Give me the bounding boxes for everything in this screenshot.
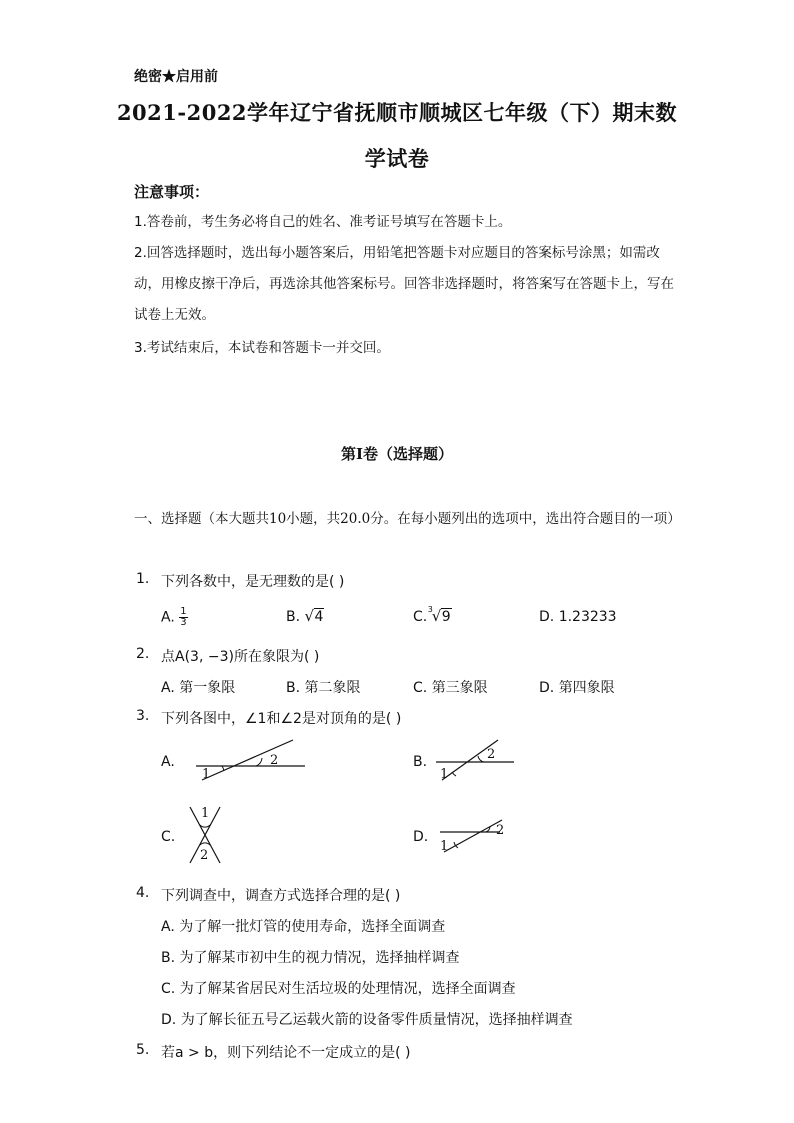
exam-title-line-2: 学试卷 [364, 146, 430, 171]
figure-c-angles [184, 803, 226, 865]
option-label: D. [161, 1012, 177, 1028]
exam-title-line-1: 2021-2022学年辽宁省抚顺市顺城区七年级（下）期末数 [116, 100, 678, 125]
figure-d-label: D. [413, 829, 429, 845]
question-1-option-b [286, 609, 324, 625]
option-text: 第二象限 [304, 680, 361, 696]
root-index: 3 [427, 605, 433, 614]
notice-item-3: 3.考试结束后，本试卷和答题卡一并交回。 [134, 340, 390, 356]
figure-b-angles [432, 736, 522, 782]
question-1-number: 1. [136, 571, 150, 587]
option-label: C. [413, 609, 428, 625]
option-label: B. [161, 950, 176, 966]
option-label: A. [161, 919, 175, 935]
radicand: 9 [441, 609, 451, 625]
question-2-option-c [413, 677, 488, 697]
question-1-option-d [539, 609, 617, 625]
angle-2-label: 2 [200, 848, 209, 863]
option-label: D. [539, 680, 555, 696]
question-2-text: 点A(3, −3)所在象限为( ) [161, 649, 320, 665]
angle-1-label: 1 [201, 806, 210, 821]
question-3-number: 3. [136, 708, 150, 724]
question-1-option-a [161, 607, 188, 628]
angle-1-label: 1 [440, 767, 449, 782]
question-2-option-b [286, 677, 361, 697]
figure-a-angles [180, 736, 310, 782]
option-label: C. [413, 680, 428, 696]
cube-root [427, 605, 452, 625]
notice-item-1: 1.答卷前，考生务必将自己的姓名、准考证号填写在答题卡上。 [134, 214, 512, 230]
question-4-option-a [161, 916, 445, 936]
figure-b-label: B. [413, 754, 428, 770]
question-2-number: 2. [136, 646, 150, 662]
section-title: 第I卷（选择题） [340, 445, 454, 463]
option-label: A. [161, 609, 175, 626]
angle-2-label: 2 [270, 753, 279, 768]
question-2-option-a [161, 677, 235, 697]
notice-heading: 注意事项： [134, 183, 210, 201]
radicand: 4 [314, 609, 324, 625]
option-text: 第三象限 [431, 680, 488, 696]
angle-1-label: 1 [440, 839, 449, 854]
question-1-text: 下列各数中，是无理数的是( ) [161, 574, 345, 590]
square-root [305, 609, 325, 625]
radical-sign: √ [304, 607, 315, 625]
fraction-denominator: 3 [180, 617, 187, 628]
part-one-heading: 一、选择题（本大题共10小题，共20.0分。在每小题列出的选项中，选出符合题目的一项） [134, 511, 681, 527]
option-text: 第四象限 [558, 680, 615, 696]
question-4-option-b [161, 947, 460, 967]
fraction [179, 607, 187, 628]
figure-d-angles [432, 816, 522, 856]
option-label: A. [161, 680, 175, 696]
radical-sign: √ [431, 607, 442, 625]
notice-item-2: 2.回答选择题时，选出每小题答案后，用铅笔把答题卡对应题目的答案标号涂黑；如需改动，用橡皮擦干净后，再选涂其他答案标号。回答非选择题时，将答案写在答题卡上，写在试卷上无效。 [134, 245, 674, 323]
question-5-number: 5. [136, 1042, 150, 1058]
question-4-option-c [161, 978, 516, 998]
option-text: 为了解长征五号乙运载火箭的设备零件质量情况，选择抽样调查 [180, 1012, 573, 1028]
option-text: 1.23233 [558, 609, 617, 625]
question-3-text: 下列各图中，∠1和∠2是对顶角的是( ) [161, 711, 402, 727]
question-4-text: 下列调查中，调查方式选择合理的是( ) [161, 888, 401, 904]
question-4-number: 4. [136, 885, 150, 901]
figure-a-label: A. [161, 754, 175, 770]
option-text: 为了解一批灯管的使用寿命，选择全面调查 [179, 919, 446, 935]
question-1-option-c [413, 605, 452, 625]
question-2-option-d [539, 677, 615, 697]
option-label: D. [539, 609, 555, 625]
question-5-text: 若a > b，则下列结论不一定成立的是( ) [161, 1045, 411, 1061]
figure-c-label: C. [161, 829, 176, 845]
angle-1-label: 1 [202, 767, 211, 782]
angle-2-label: 2 [496, 823, 505, 838]
secret-label: 绝密★启用前 [134, 69, 218, 85]
fraction-numerator: 1 [180, 606, 187, 617]
option-text: 为了解某市初中生的视力情况，选择抽样调查 [179, 950, 460, 966]
option-text: 为了解某省居民对生活垃圾的处理情况，选择全面调查 [179, 981, 516, 997]
question-4-option-d [161, 1009, 573, 1029]
angle-2-label: 2 [487, 747, 496, 762]
option-label: B. [286, 609, 301, 625]
option-label: C. [161, 981, 176, 997]
option-label: B. [286, 680, 301, 696]
option-text: 第一象限 [179, 680, 236, 696]
